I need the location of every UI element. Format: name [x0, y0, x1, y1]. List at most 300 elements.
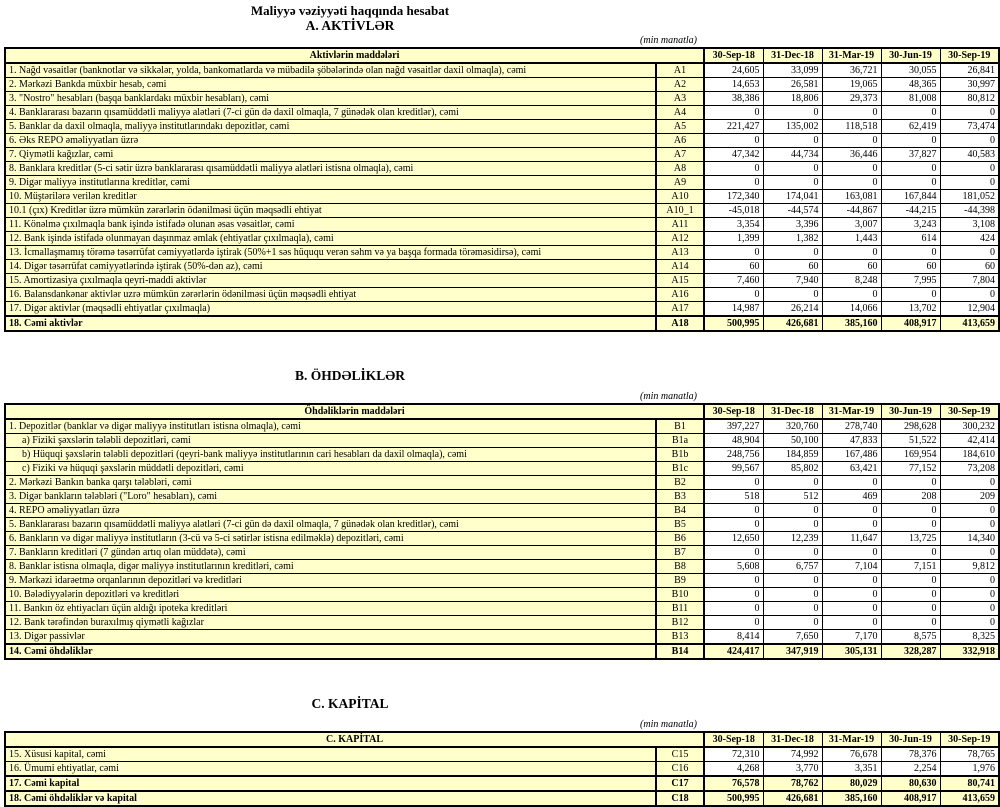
row-value: 0 [704, 288, 763, 302]
row-value: 85,802 [763, 462, 822, 476]
row-value: 424 [940, 232, 999, 246]
unit-note: (min manatla) [640, 391, 697, 402]
row-label: 13. Digər passivlər [5, 630, 656, 645]
table-row [5, 616, 999, 630]
row-value: 33,099 [763, 63, 822, 78]
row-value: 80,029 [822, 776, 881, 791]
row-value: 7,151 [881, 560, 940, 574]
row-value: 0 [822, 176, 881, 190]
row-value: 0 [822, 476, 881, 490]
row-value: 408,917 [881, 791, 940, 806]
row-value: 0 [940, 288, 999, 302]
row-value: 30,997 [940, 78, 999, 92]
row-value: 0 [940, 162, 999, 176]
row-value: 8,414 [704, 630, 763, 645]
section-capital [0, 696, 1000, 807]
row-value: 18,806 [763, 92, 822, 106]
row-label: 13. İcmallaşmamış törəmə təsərrüfat cəmiyyətlərdə iştirak (50%+1 səs hüququ verən səhm və ya başqa formada törəməsidirsə), cəmi [5, 246, 656, 260]
row-value: 385,160 [822, 316, 881, 331]
table-row [5, 232, 999, 246]
row-value: 184,610 [940, 448, 999, 462]
row-value: 0 [881, 588, 940, 602]
row-value: 8,248 [822, 274, 881, 288]
row-value: 0 [822, 288, 881, 302]
row-label: 15. Amortizasiya çıxılmaqla qeyri-maddi aktivlər [5, 274, 656, 288]
row-value: 0 [763, 246, 822, 260]
row-label: 14. Digər təsərrüfat cəmiyyətlərində iştirak (50%-dən az), cəmi [5, 260, 656, 274]
row-label: 17. Digər aktivlər (məqsədli ehtiyatlar çıxılmaqla) [5, 302, 656, 317]
row-value: 14,340 [940, 532, 999, 546]
row-code: A3 [656, 92, 704, 106]
row-label: 4. REPO əməliyyatları üzrə [5, 504, 656, 518]
row-code: B6 [656, 532, 704, 546]
row-value: 74,992 [763, 747, 822, 762]
row-value: 2,254 [881, 762, 940, 777]
table-row [5, 630, 999, 645]
row-value: 76,578 [704, 776, 763, 791]
row-value: 0 [822, 574, 881, 588]
row-value: 397,227 [704, 419, 763, 434]
row-value: 0 [940, 246, 999, 260]
row-value: 0 [704, 106, 763, 120]
row-value: 80,812 [940, 92, 999, 106]
row-label: 16. Ümumi ehtiyatlar, cəmi [5, 762, 656, 777]
row-value: 42,414 [940, 434, 999, 448]
row-code: B7 [656, 546, 704, 560]
row-value: 0 [940, 134, 999, 148]
row-value: 14,987 [704, 302, 763, 317]
assets-table [4, 47, 1000, 332]
row-value: 38,386 [704, 92, 763, 106]
row-value: 36,721 [822, 63, 881, 78]
column-header-date: 30-Sep-19 [940, 404, 999, 419]
row-value: 0 [704, 476, 763, 490]
column-header-date: 30-Jun-19 [881, 404, 940, 419]
row-label: 15. Xüsusi kapital, cəmi [5, 747, 656, 762]
row-value: 51,522 [881, 434, 940, 448]
column-header-date: 30-Sep-19 [940, 48, 999, 63]
row-value: -44,574 [763, 204, 822, 218]
table-row [5, 762, 999, 777]
row-value: 0 [704, 616, 763, 630]
row-value: 163,081 [822, 190, 881, 204]
row-code: B1c [656, 462, 704, 476]
row-value: 78,762 [763, 776, 822, 791]
row-value: 26,214 [763, 302, 822, 317]
row-label: 11. Könəlmə çıxılmaqla bank işində istifadə olunan əsas vəsaitlər, cəmi [5, 218, 656, 232]
row-value: -44,398 [940, 204, 999, 218]
row-code: B3 [656, 490, 704, 504]
row-value: 614 [881, 232, 940, 246]
row-label: a) Fiziki şəxslərin tələbli depozitləri, cəmi [5, 434, 656, 448]
section-heading-assets: A. AKTİVLƏR [305, 18, 395, 33]
report-sections [0, 18, 1000, 807]
row-value: 1,443 [822, 232, 881, 246]
table-row [5, 588, 999, 602]
row-value: 408,917 [881, 316, 940, 331]
row-value: 7,170 [822, 630, 881, 645]
row-value: 73,474 [940, 120, 999, 134]
row-value: 7,940 [763, 274, 822, 288]
row-value: 37,827 [881, 148, 940, 162]
row-code: B9 [656, 574, 704, 588]
row-value: 0 [763, 176, 822, 190]
row-value: 0 [940, 106, 999, 120]
row-value: 3,351 [822, 762, 881, 777]
table-row [5, 462, 999, 476]
row-code: B12 [656, 616, 704, 630]
row-code: C17 [656, 776, 704, 791]
unit-note: (min manatla) [640, 35, 697, 46]
row-value: 7,460 [704, 274, 763, 288]
row-value: 332,918 [940, 644, 999, 659]
row-label: 1. Depozitlər (banklar və digər maliyyə institutları istisna olmaqla), cəmi [5, 419, 656, 434]
table-row [5, 78, 999, 92]
row-value: 181,052 [940, 190, 999, 204]
column-header-date: 30-Sep-18 [704, 404, 763, 419]
row-value: 0 [881, 518, 940, 532]
items-column-header: C. KAPİTAL [5, 732, 704, 747]
row-label: 5. Banklararası bazarın qısamüddətli maliyyə alətləri (7-ci gün də daxil olmaqla, 7 günədək olan kreditlər), cəmi [5, 518, 656, 532]
row-code: A6 [656, 134, 704, 148]
column-header-date: 31-Dec-18 [763, 732, 822, 747]
table-row [5, 476, 999, 490]
row-value: 7,804 [940, 274, 999, 288]
row-value: 0 [704, 602, 763, 616]
row-value: 0 [881, 288, 940, 302]
row-code: B10 [656, 588, 704, 602]
row-value: 14,066 [822, 302, 881, 317]
row-value: 13,725 [881, 532, 940, 546]
header-row [5, 48, 999, 63]
row-value: 60 [763, 260, 822, 274]
row-label: 1. Nağd vəsaitlər (banknotlar və sikkələr, yolda, bankomatlarda və mübadilə şöbələrində olan nağd vəsaitlər daxil olmaqla), cəmi [5, 63, 656, 78]
row-value: 167,844 [881, 190, 940, 204]
table-row [5, 574, 999, 588]
row-value: 44,734 [763, 148, 822, 162]
row-value: 0 [881, 176, 940, 190]
row-code: B4 [656, 504, 704, 518]
column-header-date: 30-Sep-19 [940, 732, 999, 747]
row-label: 8. Banklara kreditlər (5-ci sətir üzrə banklararası qısamüddətli maliyyə alətləri istisna olmaqla), cəmi [5, 162, 656, 176]
row-value: 0 [822, 106, 881, 120]
row-label: 9. Mərkəzi idarəetmə orqanlarının depozitləri və kreditləri [5, 574, 656, 588]
row-value: 99,567 [704, 462, 763, 476]
row-value: 208 [881, 490, 940, 504]
row-value: 30,055 [881, 63, 940, 78]
row-code: C15 [656, 747, 704, 762]
row-value: 60 [822, 260, 881, 274]
table-row [5, 644, 999, 659]
row-value: 0 [763, 602, 822, 616]
row-value: 7,104 [822, 560, 881, 574]
row-value: 12,650 [704, 532, 763, 546]
row-code: A1 [656, 63, 704, 78]
row-label: 8. Banklar istisna olmaqla, digər maliyyə institutlarının kreditləri, cəmi [5, 560, 656, 574]
row-value: 47,833 [822, 434, 881, 448]
table-row [5, 546, 999, 560]
row-value: 174,041 [763, 190, 822, 204]
row-label: 7. Qiymətli kağızlar, cəmi [5, 148, 656, 162]
row-value: 1,399 [704, 232, 763, 246]
row-label: 3. Digər bankların tələbləri ("Loro" hesabları), cəmi [5, 490, 656, 504]
row-value: 320,760 [763, 419, 822, 434]
row-value: 12,239 [763, 532, 822, 546]
row-value: 7,650 [763, 630, 822, 645]
table-row [5, 302, 999, 317]
row-value: 0 [704, 134, 763, 148]
row-value: 512 [763, 490, 822, 504]
row-code: A4 [656, 106, 704, 120]
row-value: 0 [763, 162, 822, 176]
row-value: 0 [822, 518, 881, 532]
row-value: 500,995 [704, 316, 763, 331]
column-header-date: 30-Jun-19 [881, 48, 940, 63]
row-value: 469 [822, 490, 881, 504]
row-value: 0 [822, 504, 881, 518]
table-row [5, 791, 999, 806]
row-value: 0 [881, 504, 940, 518]
row-value: 78,765 [940, 747, 999, 762]
row-value: 29,373 [822, 92, 881, 106]
row-value: 3,354 [704, 218, 763, 232]
row-label: 12. Bank işində istifadə olunmayan daşınmaz əmlak (ehtiyatlar çıxılmaqla), cəmi [5, 232, 656, 246]
row-value: 0 [704, 588, 763, 602]
table-row [5, 218, 999, 232]
row-value: 14,653 [704, 78, 763, 92]
row-label: 6. Əks REPO əməliyyatları üzrə [5, 134, 656, 148]
row-value: 76,678 [822, 747, 881, 762]
row-value: 0 [822, 246, 881, 260]
row-label: 7. Bankların kreditləri (7 gündən artıq olan müddətə), cəmi [5, 546, 656, 560]
row-value: 0 [822, 162, 881, 176]
row-value: 0 [940, 588, 999, 602]
row-value: -44,215 [881, 204, 940, 218]
section-liabilities [0, 368, 1000, 660]
row-label: 5. Banklar da daxil olmaqla, maliyyə institutlarındakı depozitlər, cəmi [5, 120, 656, 134]
row-value: 500,995 [704, 791, 763, 806]
table-row [5, 560, 999, 574]
row-value: 12,904 [940, 302, 999, 317]
row-value: 0 [822, 588, 881, 602]
row-code: A16 [656, 288, 704, 302]
row-label: b) Hüquqi şəxslərin tələbli depozitləri (qeyri-bank maliyyə institutlarının cari hesabları da daxil olmaqla), cəmi [5, 448, 656, 462]
row-value: 3,770 [763, 762, 822, 777]
items-column-header: Aktivlərin maddələri [5, 48, 704, 63]
table-row [5, 490, 999, 504]
liabilities-table [4, 403, 1000, 660]
row-label: 10. Bələdiyyələrin depozitləri və kreditləri [5, 588, 656, 602]
row-value: 0 [822, 134, 881, 148]
table-row [5, 504, 999, 518]
row-value: 385,160 [822, 791, 881, 806]
row-value: 221,427 [704, 120, 763, 134]
table-row [5, 747, 999, 762]
row-value: 0 [763, 616, 822, 630]
row-value: 0 [940, 574, 999, 588]
row-value: 9,812 [940, 560, 999, 574]
table-row [5, 63, 999, 78]
row-value: 80,630 [881, 776, 940, 791]
row-code: B11 [656, 602, 704, 616]
row-label: 16. Balansdankənar aktivlər uzrə mümkün zərərlərin ödənilməsi üçün məqsədli ehtiyat [5, 288, 656, 302]
row-value: 518 [704, 490, 763, 504]
row-value: 300,232 [940, 419, 999, 434]
table-row [5, 190, 999, 204]
row-value: 4,268 [704, 762, 763, 777]
table-row [5, 148, 999, 162]
row-value: 0 [881, 546, 940, 560]
row-code: A14 [656, 260, 704, 274]
row-code: B13 [656, 630, 704, 645]
row-value: 0 [763, 518, 822, 532]
row-value: 0 [704, 504, 763, 518]
table-row [5, 92, 999, 106]
row-label: 18. Cəmi aktivlər [5, 316, 656, 331]
row-value: 0 [704, 574, 763, 588]
column-header-date: 30-Sep-18 [704, 732, 763, 747]
row-value: 8,575 [881, 630, 940, 645]
row-value: 36,446 [822, 148, 881, 162]
row-value: 26,581 [763, 78, 822, 92]
row-value: 209 [940, 490, 999, 504]
row-code: A7 [656, 148, 704, 162]
row-value: 426,681 [763, 791, 822, 806]
table-row [5, 602, 999, 616]
row-value: 3,396 [763, 218, 822, 232]
row-label: 6. Bankların və digər maliyyə institutların (3-cü və 5-ci sətirlər istisna edilməklə) depozitləri, cəmi [5, 532, 656, 546]
section-heading-liabilities: B. ÖHDƏLİKLƏR [295, 368, 405, 383]
row-value: 0 [881, 476, 940, 490]
row-value: 8,325 [940, 630, 999, 645]
row-value: 298,628 [881, 419, 940, 434]
row-value: 0 [704, 546, 763, 560]
row-value: 11,647 [822, 532, 881, 546]
row-value: 0 [704, 246, 763, 260]
row-label: 18. Cəmi öhdəliklər və kapital [5, 791, 656, 806]
row-value: 278,740 [822, 419, 881, 434]
row-label: 12. Bank tərəfindən buraxılmış qiymətli kağızlar [5, 616, 656, 630]
row-label: 14. Cəmi öhdəliklər [5, 644, 656, 659]
row-code: A17 [656, 302, 704, 317]
row-label: 11. Bankın öz ehtiyacları üçün aldığı ipoteka kreditləri [5, 602, 656, 616]
row-value: 0 [763, 106, 822, 120]
column-header-date: 31-Dec-18 [763, 404, 822, 419]
table-row [5, 448, 999, 462]
row-label: 10.1 (çıx) Kreditlər üzrə mümkün zərərlərin ödənilməsi üçün məqsədli ehtiyat [5, 204, 656, 218]
row-label: 2. Mərkəzi Bankda müxbir hesab, cəmi [5, 78, 656, 92]
row-value: -44,867 [822, 204, 881, 218]
row-code: B1a [656, 434, 704, 448]
row-value: 0 [940, 602, 999, 616]
row-code: A12 [656, 232, 704, 246]
row-value: 77,152 [881, 462, 940, 476]
row-value: 1,976 [940, 762, 999, 777]
row-value: 72,310 [704, 747, 763, 762]
row-value: 0 [704, 162, 763, 176]
table-row [5, 419, 999, 434]
row-value: 0 [763, 288, 822, 302]
row-value: 413,659 [940, 791, 999, 806]
row-value: 63,421 [822, 462, 881, 476]
row-code: C18 [656, 791, 704, 806]
row-value: 60 [704, 260, 763, 274]
row-code: A13 [656, 246, 704, 260]
header-row [5, 404, 999, 419]
row-value: 0 [940, 176, 999, 190]
row-value: 248,756 [704, 448, 763, 462]
row-label: 10. Müştərilərə verilən kreditlər [5, 190, 656, 204]
row-code: A18 [656, 316, 704, 331]
row-value: 0 [881, 106, 940, 120]
row-value: 424,417 [704, 644, 763, 659]
row-code: A15 [656, 274, 704, 288]
row-label: 3. "Nostro" hesabları (başqa banklardakı müxbir hesabları), cəmi [5, 92, 656, 106]
row-value: 48,904 [704, 434, 763, 448]
row-code: B1 [656, 419, 704, 434]
unit-note: (min manatla) [640, 719, 697, 730]
row-value: 0 [940, 476, 999, 490]
row-label: c) Fiziki və hüquqi şəxslərin müddətli depozitləri, cəmi [5, 462, 656, 476]
row-value: 184,859 [763, 448, 822, 462]
row-value: 0 [881, 616, 940, 630]
table-row [5, 776, 999, 791]
row-value: 3,243 [881, 218, 940, 232]
row-code: A8 [656, 162, 704, 176]
row-value: 81,008 [881, 92, 940, 106]
row-value: 5,608 [704, 560, 763, 574]
row-value: 0 [881, 574, 940, 588]
row-value: 172,340 [704, 190, 763, 204]
row-value: 3,108 [940, 218, 999, 232]
row-code: A9 [656, 176, 704, 190]
row-value: 0 [763, 504, 822, 518]
items-column-header: Öhdəliklərin maddələri [5, 404, 704, 419]
row-value: 0 [822, 616, 881, 630]
row-value: 0 [881, 246, 940, 260]
row-value: 62,419 [881, 120, 940, 134]
row-value: 0 [763, 546, 822, 560]
row-value: 118,518 [822, 120, 881, 134]
column-header-date: 30-Jun-19 [881, 732, 940, 747]
row-value: 48,365 [881, 78, 940, 92]
column-header-date: 30-Sep-18 [704, 48, 763, 63]
row-label: 4. Banklararası bazarın qısamüddətli maliyyə alətləri (7-ci gün də daxil olmaqla, 7 günədək olan kreditlər), cəmi [5, 106, 656, 120]
row-code: B2 [656, 476, 704, 490]
table-row [5, 288, 999, 302]
row-value: 135,002 [763, 120, 822, 134]
row-value: 0 [940, 518, 999, 532]
table-row [5, 434, 999, 448]
row-value: 60 [940, 260, 999, 274]
row-value: 426,681 [763, 316, 822, 331]
row-label: 2. Mərkəzi Bankın banka qarşı tələbləri, cəmi [5, 476, 656, 490]
row-value: 24,605 [704, 63, 763, 78]
row-value: 0 [881, 602, 940, 616]
column-header-date: 31-Mar-19 [822, 48, 881, 63]
row-code: B5 [656, 518, 704, 532]
table-row [5, 274, 999, 288]
row-value: 40,583 [940, 148, 999, 162]
table-row [5, 106, 999, 120]
row-value: 0 [940, 616, 999, 630]
column-header-date: 31-Mar-19 [822, 732, 881, 747]
row-code: A11 [656, 218, 704, 232]
row-value: 50,100 [763, 434, 822, 448]
row-value: 0 [763, 574, 822, 588]
row-value: 73,208 [940, 462, 999, 476]
row-code: A5 [656, 120, 704, 134]
